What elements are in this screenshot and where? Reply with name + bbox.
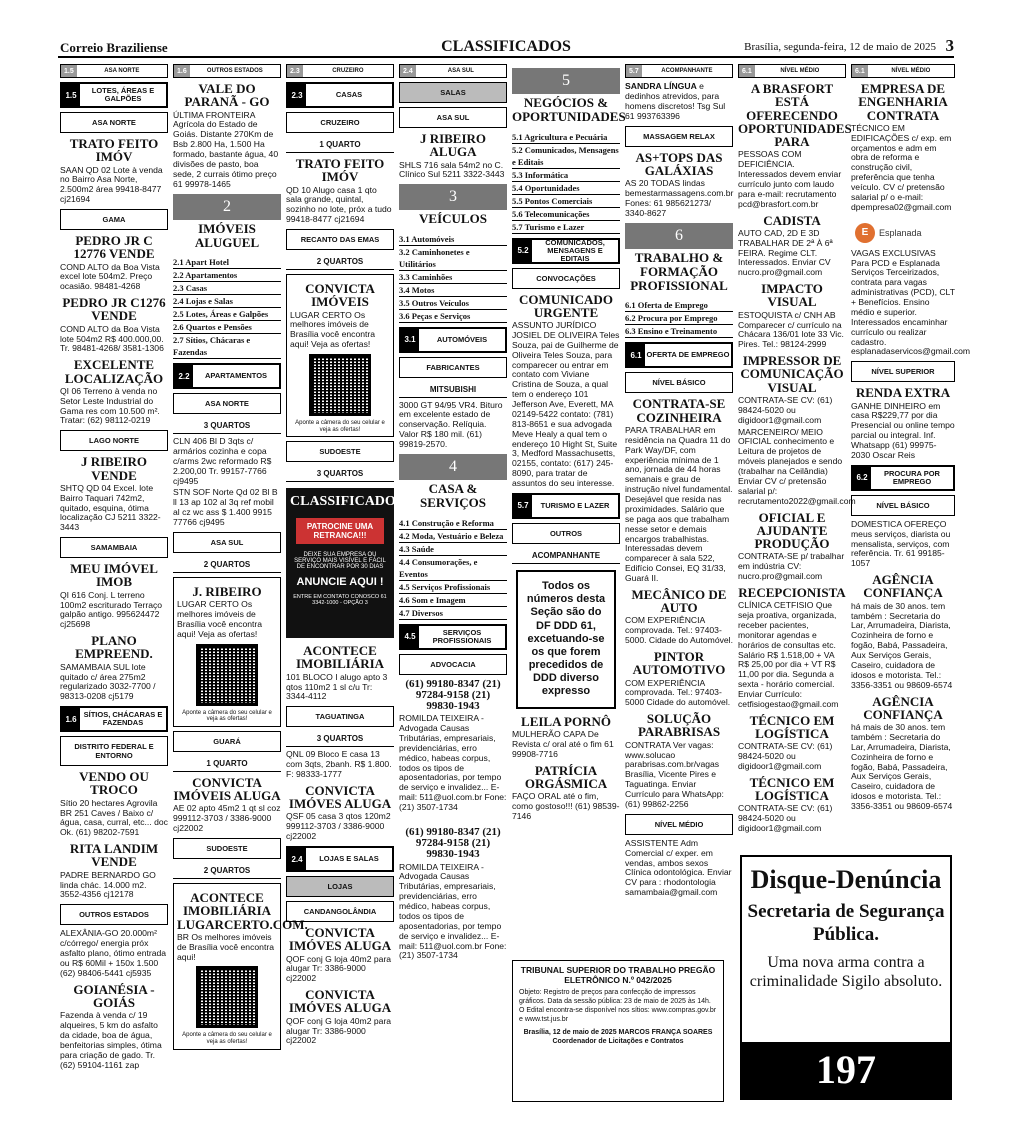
sub-samambaia: SAMAMBAIA xyxy=(60,537,168,558)
section-title: CLASSIFICADOS xyxy=(441,38,571,55)
ad-text: AS 20 TODAS lindas bemestarmassagens.com.br Fones: 61 985621273/ 3340-8627 xyxy=(625,178,734,218)
ad-text: SAAN QD 02 Lote à venda no Bairro Asa Norte, 2.500m2 área 99418-8477 cj21694 xyxy=(60,164,163,205)
ad-title: CONVICTA IMÓVES ALUGA xyxy=(288,782,392,812)
qr-ad[interactable] xyxy=(173,883,308,1050)
dd-sub: Secretaria de Segurança Pública. xyxy=(747,901,945,945)
sub-acompanhante: ACOMPANHANTE xyxy=(512,548,620,564)
sub-convocacoes: CONVOCAÇÕES xyxy=(512,268,620,289)
ad-title: RITA LANDIM VENDE xyxy=(69,841,159,870)
ad-title: GOIANÉSIA - GOIÁS xyxy=(73,981,155,1010)
ad-text: PADRE BERNARDO GO linda chác. 14.000 m2. 3552-4356 cj12178 xyxy=(60,869,156,900)
ad-text: CONTRATA Ver vagas: www.solucao parabrisas.com.br/vagas Brasília, Vicente Pires e Taguatinga. Enviar Currículo para WhatsApp: (61) 99862-2256 xyxy=(625,739,724,809)
tst-head: TRIBUNAL SUPERIOR DO TRABALHO PREGÃO ELETRÔNICO N.º 042/2025 xyxy=(520,965,716,986)
sub-asa-sul: ASA SUL xyxy=(173,532,281,553)
ad-text: SAMAMBAIA SUL lote quitado c/ área 275m2 regularizado 3032-7700 / 98313-0208 cj5179 xyxy=(60,661,156,702)
masthead xyxy=(58,36,954,58)
ad-text: ÚLTIMA FRONTEIRA Agrícola do Estado de Goiás. Distante 270Km de Bsb 2.800 Ha, 1.500 Ha formado, bastante água, 40 divisões de pasto, boa sede, 2 currais ótimo preço 61 99978-1465 xyxy=(173,109,279,189)
ad-title: PATRÍCIA ORGÁSMICA xyxy=(524,762,608,791)
sub-nivel-medio: NÍVEL MÉDIO xyxy=(625,814,733,835)
section-sitios: 1.6 SÍTIOS, CHÁCARAS E FAZENDAS xyxy=(60,706,168,732)
ad-text: 101 BLOCO I alugo apto 3 qtos 110m2 1 sl c/u Tr: 3344-4112 xyxy=(286,671,388,702)
section-number: 3 xyxy=(399,184,507,210)
ad-title: EXCELENTE LOCALIZAÇÃO xyxy=(64,357,164,386)
sub-outros-estados: OUTROS ESTADOS xyxy=(60,904,168,925)
sub-recanto: RECANTO DAS EMAS xyxy=(286,229,394,250)
index-item[interactable]: 2.2 Apartamentos xyxy=(173,269,281,282)
ad-text: PARA TRABALHAR em residência na Quadra 11 do Park Way/DF, com experiência mínima de 1 ano, jornada de 44 horas semanais e grau de instrução nível fundamental. Desejável que resida nas proximidades. Salário que se paga aos que trabalham nesse setor e demais encargos trabalhistas. Interessadas devem comparecer à sala 522, Edifício Consei, EQ 31/33, Guará II. xyxy=(625,424,733,584)
ad-text: Fazenda à venda c/ 19 alqueires, 5 km do asfalto da cidade, boa de água, benfeitorias simples, ótima para criação de gado. Tr. (62) 59104-1161 zap xyxy=(60,1010,162,1070)
sub-nivel-basico: NÍVEL BÁSICO xyxy=(851,495,955,516)
sub-rooms: 3 QUARTOS xyxy=(173,418,281,434)
sub-nivel-basico: NÍVEL BÁSICO xyxy=(625,372,733,393)
ad-title: TRATO FEITO IMÓV xyxy=(69,136,159,165)
index-item[interactable]: 3.2 Caminhonetes e Utilitários xyxy=(399,246,507,271)
ad-title: AGÊNCIA CONFIANÇA xyxy=(863,572,943,601)
ad-text: MARCENEIRO/ MEIO OFICIAL conhecimento e Leitura de projetos de móveis planejados e sendo (trabalhar na Ceilândia) Enviar CV c/ pretensão salarial p/: recrutamento2022@gmail.com xyxy=(738,426,856,506)
sub-rooms: 3 QUARTOS xyxy=(286,731,394,747)
ad-title: PLANO EMPREEND. xyxy=(75,633,153,662)
ad-text: QSF 05 casa 3 qtos 120m2 999112-3703 / 3386-9000 cj22002 xyxy=(286,811,391,842)
ad-text: ALEXÂNIA-GO 20.000m² c/córrego/ energia próx asfalto plano, ótimo entrada ou R$ 60Mil + 150x 1.500 (62) 98406-5441 cj5935 xyxy=(60,928,167,978)
index-item[interactable]: 4.4 Consumorações, e Eventos xyxy=(399,556,507,581)
index-item[interactable]: 3.5 Outros Veículos xyxy=(399,297,507,310)
section-heading: CASA & SERVIÇOS xyxy=(419,480,486,511)
ad-text: CLN 406 Bl D 3qts c/ armários cozinha e copa c/arms 2wc reformado R$ 2.200,00 Tr. 99157-7766 cj9495 xyxy=(173,436,272,486)
ad-title: CONVICTA IMÓVES ALUGA xyxy=(288,987,392,1016)
section-lojas-salas: 2.4 LOJAS E SALAS xyxy=(286,846,394,872)
index-item[interactable]: 5.2 Comunicados, Mensagens e Editais xyxy=(512,144,619,167)
sub-asa-norte: ASA NORTE xyxy=(173,393,281,414)
qr-code-icon xyxy=(196,644,258,706)
ad-text: CONTRATA-SE CV: (61) 98424-5020 ou digidoor1@gmail.com xyxy=(738,394,833,425)
col-header: 2.4 ASA SUL xyxy=(399,64,507,78)
ad-text: LUGAR CERTO Os melhores imóveis de Brasília você encontra aqui! Veja as ofertas! xyxy=(177,599,263,639)
index-item[interactable]: 6.3 Ensino e Treinamento xyxy=(625,325,733,338)
section-number: 6 xyxy=(625,223,733,249)
ad-text: PESSOAS COM DEFICIÊNCIA. Interessados devem enviar currículo junto com laudo para e-mail: recrutamento pcd@brasfort.com.br xyxy=(738,149,842,209)
ad-text: CONTRATA-SE p/ trabalhar em indústria CV: nucro.pro@gmail.com xyxy=(738,551,845,581)
ad-title: VALE DO PARANÃ - GO xyxy=(184,81,270,110)
ad-text: STN SOF Norte Qd 02 Bl B ll 13 ap 102 al 3q ref mobil al cz wc ass $ 1.400 9915 77766 cj9495 xyxy=(173,487,278,528)
column-2 xyxy=(173,64,308,1112)
section-number: 4 xyxy=(399,454,507,480)
column-1 xyxy=(60,64,168,1112)
index-item[interactable]: 5.4 Oportunidades xyxy=(512,182,620,195)
sub-guara: GUARÁ xyxy=(173,731,281,752)
index-item[interactable]: 4.1 Construção e Reforma xyxy=(399,517,507,530)
index-item[interactable]: 3.4 Motos xyxy=(399,284,507,297)
section-heading: NEGÓCIOS & OPORTUNIDADES xyxy=(512,95,626,125)
promo-contact: ENTRE EM CONTATO CONOSCO 61 3342-1000 - OPÇÃO 3 xyxy=(293,594,387,607)
ad-text: QI 616 Conj. L terreno 100m2 escriturado Terraço galpão antigo. 995624472 cj25698 xyxy=(60,589,163,630)
ad-title: PEDRO JR C 12776 VENDE xyxy=(73,233,155,262)
sub-asa-norte: ASA NORTE xyxy=(60,112,168,133)
section-heading: IMÓVEIS ALUGUEL xyxy=(194,220,260,250)
dd-head: Disque-Denúncia xyxy=(750,865,942,894)
col-header: 6.1 NÍVEL MÉDIO xyxy=(738,64,846,78)
column-3 xyxy=(286,64,404,1112)
ad-title: MECÂNICO DE AUTO xyxy=(631,586,727,616)
section-servicos: 4.5 SERVIÇOS PROFISSIONAIS xyxy=(399,624,507,650)
ad-title: (61) 99180-8347 (21) 97284-9158 (21) 99830-1943 xyxy=(405,825,501,861)
section-comunicados: 5.2 COMUNICADOS, MENSAGENS E EDITAIS xyxy=(512,238,620,264)
promo-cta: ANUNCIE AQUI ! xyxy=(296,576,384,589)
ad-text: GANHE DINHEIRO em casa R$229,77 por dia Presencial ou online tempo parcial ou integral. Inf. Whatsapp (61) 99975-2030 Oscar Reis xyxy=(851,400,955,460)
ad-text: ASSUNTO JURÍDICO JOSIEL DE OLIVEIRA Teles Souza, pai de Guilherme de Oliveira Teles Souza, para comparecer ou entrar em contato com Viviane Cristina de Souza, a qual tem o endereço 101 Jefferson Ave, Everett, MA 02149-5422 contato: (781) 813-8651 e sua advogada Meve Healy a qual tem o endereço 10 Hight St, Suite 3, Medford Massachusetts, 02155, contato: (617) 245-8090, para tratar de assuntos do seu interesse. xyxy=(512,320,620,489)
sub-rooms: 1 QUARTO xyxy=(173,756,281,772)
ad-text: 3000 GT 94/95 VR4. Bituro em excelente estado de conservação. Relíquia. Valor R$ 180 mil. (61) 99819-2570. xyxy=(399,399,503,450)
ad-title: A BRASFORT ESTÁ OFERECENDO OPORTUNIDADES PARA xyxy=(738,81,852,149)
ad-text: CONTRATA-SE CV: (61) 98424-5020 ou digidoor1@gmail.com xyxy=(738,803,833,834)
sub-nivel-superior: NÍVEL SUPERIOR xyxy=(851,361,955,382)
index-item[interactable]: 4.3 Saúde xyxy=(399,543,507,556)
ad-title: TÉCNICO EM LOGÍSTICA xyxy=(749,774,835,804)
sub-lago-norte: LAGO NORTE xyxy=(60,430,168,451)
index-item[interactable]: 6.1 Oferta de Emprego xyxy=(625,299,733,312)
index-item[interactable]: 2.6 Quartos e Pensões xyxy=(173,321,281,334)
ad-text: FAÇO ORAL até o fim, como gostoso!!! (61) 98539-7146 xyxy=(512,791,620,821)
promo-title: CLASSIFICADOS xyxy=(290,494,404,510)
dd-text: Uma nova arma contra a criminalidade Sigilo absoluto. xyxy=(749,953,943,990)
ad-title: OFICIAL E AJUDANTE PRODUÇÃO xyxy=(754,509,830,551)
logo-text: Esplanada xyxy=(879,227,922,238)
index-item[interactable]: 4.5 Serviços Profissionais xyxy=(399,581,507,594)
ad-text: BR Os melhores imóveis de Brasília você encontra aqui! xyxy=(177,931,274,962)
ad-text: COM EXPERIÊNCIA comprovada. Tel.: 97403-5000. Cidade do Automóvel. xyxy=(625,615,733,646)
ad-title: J. RIBEIRO xyxy=(192,583,262,599)
index-item[interactable]: 2.3 Casas xyxy=(173,282,281,295)
section-automoveis: 3.1 AUTOMÓVEIS xyxy=(399,327,507,353)
sub-df-entorno: DISTRITO FEDERAL E ENTORNO xyxy=(60,736,168,766)
ad-text: COND ALTO da Boa Vista lote 504m2 R$ 400.000,00. Tr. 98481-4268/ 3581-1306 xyxy=(60,323,164,354)
ad-title: COMUNICADO URGENTE xyxy=(519,291,613,320)
column-7 xyxy=(738,64,856,848)
sub-rooms: 2 QUARTOS xyxy=(286,254,394,270)
sub-advocacia: ADVOCACIA xyxy=(399,654,507,675)
ad-text: DOMESTICA OFEREÇO meus serviços, diarista ou mensalista, serviços, com referência. Tr. 61 99185-1057 xyxy=(851,518,951,569)
ad-text: SHLS 716 sala 54m2 no C. Clínico Sul 5211 3322-3443 xyxy=(399,159,505,180)
sub-sudoeste: SUDOESTE xyxy=(286,441,394,462)
section-turismo: 5.7 TURISMO E LAZER xyxy=(512,493,620,519)
sub-rooms: 1 QUARTO xyxy=(286,137,394,153)
ad-title: CONVICTA IMÓVEIS ALUGA xyxy=(173,774,281,804)
ad-text: SANDRA LÍNGUA e dedinhos atrevidos, para homens discretos! Tsg Sul 61 993763396 xyxy=(625,81,726,121)
index-item[interactable]: 3.1 Automóveis xyxy=(399,233,507,246)
esplanada-icon: E xyxy=(855,223,875,243)
ad-text: há mais de 30 anos. tem também : Secretaria do Lar, Arrumadeira, Diarista, Cozinheira de forno e fogão, Babá, Passadeira, Aux Serviços Gerais, Caseiro, cuidadora de idosos e motorista. Tel.: 3356-3351 ou 98609-6574 xyxy=(851,600,953,690)
ad-title: PEDRO JR C1276 VENDE xyxy=(62,295,166,324)
qr-code-icon xyxy=(309,354,371,416)
ad-text: ESTOQUISTA c/ CNH AB Comparecer c/ currículo na Chácara 136/01 lote 33 Vic. Pires. Tel.: 98124-2999 xyxy=(738,309,844,350)
section-lotes: 1.5 LOTES, ÁREAS E GALPÕES xyxy=(60,82,168,108)
ad-text: CONTRATA-SE CV: (61) 98424-5020 ou digidoor1@gmail.com xyxy=(738,741,833,771)
ad-title: TRATO FEITO IMÓV xyxy=(295,156,385,185)
ad-title: CONVICTA IMÓVES ALUGA xyxy=(288,925,392,954)
col-header: 1.5 ASA NORTE xyxy=(60,64,168,78)
qr-caption: Aponte a câmera do seu celular e veja as ofertas! xyxy=(182,1032,272,1045)
ad-title: IMPRESSOR DE COMUNICAÇÃO VISUAL xyxy=(740,353,844,395)
index-item[interactable]: 5.5 Pontos Comerciais xyxy=(512,195,620,208)
index-item[interactable]: 4.2 Moda, Vestuário e Beleza xyxy=(399,530,507,543)
sub-outros: OUTROS xyxy=(512,523,620,544)
ad-text: SHTQ QD 04 Excel. lote Bairro Taquari 742m2, quitado, esquina, ótima localização CJ 5211 3322-3443 xyxy=(60,482,161,533)
qr-caption: Aponte a câmera do seu celular e veja as ofertas! xyxy=(295,420,385,433)
ad-text: LUGAR CERTO Os melhores imóveis de Brasília você encontra aqui! Veja as ofertas! xyxy=(290,309,376,350)
qr-caption: Aponte a câmera do seu celular e veja as ofertas! xyxy=(182,709,272,723)
col-header: 5.7 ACOMPANHANTE xyxy=(625,64,733,78)
index-item[interactable]: 2.7 Sítios, Chácaras e Fazendas xyxy=(173,334,281,359)
index-item[interactable]: 5.1 Agricultura e Pecuária xyxy=(512,131,620,144)
esplanada-logo xyxy=(855,223,955,243)
ad-title: TÉCNICO EM LOGÍSTICA xyxy=(749,712,835,741)
ad-text: Sítio 20 hectares Agrovila BR 251 Caves / Baixo c/água, casa, curral, etc... doc Ok. (61) 98202-7591 xyxy=(60,797,168,838)
qr-ad[interactable] xyxy=(173,577,281,727)
column-8 xyxy=(851,64,971,848)
dd-number: 197 xyxy=(742,1042,950,1098)
ad-title: PINTOR AUTOMOTIVO xyxy=(632,649,726,678)
ad-title: SOLUÇÃO PARABRISAS xyxy=(637,711,721,740)
ad-text: VAGAS EXCLUSIVAS Para PCD e Esplanada Serviços Terceirizados, contrata para vagas administrativas (PCD), CLT + Benefícios. Ensino médio e superior. Interessados encaminhar currículo ou realizar cadastro. esplanadaservicos@gmail.com xyxy=(851,247,971,357)
ad-title: CONTRATA-SE COZINHEIRA xyxy=(632,396,726,425)
sub-lojas: LOJAS xyxy=(286,876,394,897)
sub-salas: SALAS xyxy=(399,82,507,103)
ad-text: QI 06 Terreno à venda no Setor Leste Industrial do Gama res com 10.500 m². Tratar: (62) 98112-0219 xyxy=(60,385,160,426)
section-procura: 6.2 PROCURA POR EMPREGO xyxy=(851,465,955,491)
ad-title: RENDA EXTRA xyxy=(855,385,951,401)
sub-fabricantes: FABRICANTES xyxy=(399,357,507,378)
section-heading: TRABALHO & FORMAÇÃO PROFISSIONAL xyxy=(630,249,728,294)
page-number: 3 xyxy=(945,36,954,55)
index-item[interactable]: 3.6 Peças e Serviços xyxy=(399,310,507,323)
ad-title: AGÊNCIA CONFIANÇA xyxy=(863,693,943,722)
section-casas: 2.3 CASAS xyxy=(286,82,394,108)
ad-title: LEILA PORNÔ xyxy=(521,713,611,729)
index-item[interactable]: 6.2 Procura por Emprego xyxy=(625,312,733,325)
sub-massagem: MASSAGEM RELAX xyxy=(625,126,733,147)
ad-text: AUTO CAD, 2D E 3D TRABALHAR DE 2ª À 6ª FEIRA. Regime CLT. Interessados. Enviar CV nucro.pro@gmail.com xyxy=(738,227,833,278)
ad-text: ROMILDA TEIXEIRA - Advogada Causas Tributárias, empresariais, previdenciárias, erro médico, habeas corpus, todos os tipos de aposentadorias, por tempo de serviço e invalidez... E-mail: 511@uol.com.br Fone: (21) 3507-1734 xyxy=(399,713,507,813)
column-4 xyxy=(399,64,507,1112)
index-item[interactable]: 2.1 Apart Hotel xyxy=(173,256,281,269)
ad-text: QOF conj G loja 40m2 para alugar Tr: 3386-9000 cj22002 xyxy=(286,953,392,984)
col-header: 6.1 NÍVEL MÉDIO xyxy=(851,64,955,78)
date-line: Brasília, segunda-feira, 12 de maio de 2025 xyxy=(744,41,936,53)
ad-title: ACONTECE IMOBILIÁRIA xyxy=(295,643,385,672)
qr-ad[interactable] xyxy=(286,274,394,437)
section-number: 2 xyxy=(173,194,281,220)
section-apartamentos: 2.2 APARTAMENTOS xyxy=(173,363,281,389)
ad-title: J RIBEIRO VENDE xyxy=(80,454,148,483)
promo-desc: DEIXE SUA EMPRESA OU SERVIÇO MAIS VISÍVEL E FÁCIL DE ENCONTRAR POR 30 DIAS xyxy=(294,552,386,571)
ad-text: há mais de 30 anos. tem também : Secretaria do Lar, Arrumadeira, Diarista, Cozinheira de forno e fogão, Babá, Passadeira, Aux Serviços Gerais, Caseiro, cuidadora de idosos e motorista. Tel.: 3356-3351 ou 98609-6574 xyxy=(851,722,953,811)
ad-title: AS+TOPS DAS GALÁXIAS xyxy=(635,149,723,178)
promo-banner[interactable] xyxy=(286,488,404,638)
col-header: 1.6 OUTROS ESTADOS xyxy=(173,64,281,78)
disque-denuncia-ad xyxy=(740,855,952,1100)
index-item[interactable]: 2.4 Lojas e Salas xyxy=(173,295,281,308)
index-item[interactable]: 2.5 Lotes, Áreas e Galpões xyxy=(173,308,281,321)
ad-title: CONVICTA IMÓVEIS xyxy=(305,281,375,310)
newspaper-name: Correio Braziliense xyxy=(60,40,168,55)
ad-text: QNL 09 Bloco E casa 13 com 3qts, 2banh. R$ 1.800. F: 98333-1777 xyxy=(286,749,392,780)
ad-title: EMPRESA DE ENGENHARIA CONTRATA xyxy=(858,81,948,123)
ad-text: AE 02 apto 45m2 1 qt sl coz 999112-3703 / 3386-9000 cj22002 xyxy=(173,803,281,834)
ad-text: CLÍNICA CETFISIO Que seja proativa, organizada, receber pacientes, monitorar agendas e horários de consultas etc. Salário R$ 1.518,00 + VA R$ 25,00 por dia + VT R$ 11,00 por dia. Segunda a sexta - horário comercial. Enviar Currículo: cetfisiogestao@gmail.com xyxy=(738,600,839,709)
sub-sudoeste: SUDOESTE xyxy=(173,838,281,859)
ddd-notice xyxy=(516,570,616,709)
sub-gama: GAMA xyxy=(60,209,168,230)
ddd-line-1: Todos os números desta Seção são do DF DDD 61, xyxy=(526,579,606,632)
ad-title: RECEPCIONISTA xyxy=(738,584,846,600)
qr-code-icon xyxy=(196,966,258,1028)
sub-taguatinga: TAGUATINGA xyxy=(286,706,394,727)
index-item[interactable]: 5.6 Telecomunicações xyxy=(512,208,620,221)
sub-rooms: 2 QUARTOS xyxy=(173,863,281,879)
section-heading: VEÍCULOS xyxy=(419,211,487,227)
section-number: 5 xyxy=(512,68,620,94)
ad-title: J RIBEIRO ALUGA xyxy=(419,131,487,160)
ad-title: IMPACTO VISUAL xyxy=(761,281,823,310)
ad-title: MEU IMÓVEL IMOB xyxy=(70,561,158,590)
col-header: 2.3 CRUZEIRO xyxy=(286,64,394,78)
ad-text: ASSISTENTE Adm Comercial c/ exper. em vendas, ambos sexos Clínica odontológica. Enviar CV para : rhodontologia samambaia@gmail.com xyxy=(625,837,732,898)
sub-candangolandia: CANDANGOLÂNDIA xyxy=(286,901,394,922)
promo-tag: PATROCINE UMA RETRANCA!!! xyxy=(296,518,384,544)
column-6 xyxy=(625,64,733,952)
index-item[interactable]: 4.6 Som e Imagem xyxy=(399,594,507,607)
ad-text: COM EXPERIÊNCIA comprovada. Tel.: 97403-5000 Cidade do automóvel. xyxy=(625,677,731,708)
index-item[interactable]: 5.7 Turismo e Lazer xyxy=(512,221,620,234)
ad-text: COND ALTO da Boa Vista excel lote 504m2. Preço ocasião. 98481-4268 xyxy=(60,261,160,292)
section-oferta: 6.1 OFERTA DE EMPREGO xyxy=(625,342,733,368)
ad-text: ROMILDA TEIXEIRA - Advogada Causas Tributárias, empresariais, previdenciárias, erro médico, habeas corpus, todos os tipos de aposentadorias, por tempo de serviço e invalidez... E-mail: 511@uol.com.br Fone: (21) 3507-1734 xyxy=(399,861,507,961)
index-item[interactable]: 3.3 Caminhões xyxy=(399,271,507,284)
ad-text: QOF conj G loja 40m2 para alugar Tr: 3386-9000 cj22002 xyxy=(286,1015,392,1046)
column-5 xyxy=(512,64,626,952)
ad-text: MULHERÃO CAPA De Revista c/ oral até o fim 61 99908-7716 xyxy=(512,728,614,759)
ad-text: TÉCNICO EM EDIFICAÇÕES c/ exp. em orçamentos e adm em obra de reforma e construção civil, preferência que tenha veículo. CV c/ pretensão salarial p/ o e-mail: dpempresa02@gmail.com xyxy=(851,122,952,212)
index-item[interactable]: 5.3 Informática xyxy=(512,169,620,182)
sub-asa-sul: ASA SUL xyxy=(399,107,507,128)
ad-title: CADISTA xyxy=(763,212,821,228)
ad-title: VENDO OU TROCO xyxy=(79,769,149,798)
sub-cruzeiro: CRUZEIRO xyxy=(286,112,394,133)
sub-rooms: 2 QUARTOS xyxy=(173,557,281,573)
ad-title: (61) 99180-8347 (21) 97284-9158 (21) 99830-1943 xyxy=(405,677,501,712)
tst-body: Objeto: Registro de preços para confecção de impressos gráficos. Data da sessão pública: 23 de maio de 2025 às 14h. O Edital encontra-se disponível nos sítios: www.compras.gov.br e www.tst.jus.br xyxy=(519,989,717,1023)
ddd-line-2: excetuando-se os que forem precedidos de DDD diverso expresso xyxy=(527,632,605,698)
ad-text: QD 10 Alugo casa 1 qto sala grande, quintal, sozinho no lote, próx a tudo 99418-8477 cj21694 xyxy=(286,184,392,225)
sub-brand: MITSUBISHI xyxy=(399,382,507,398)
tst-foot: Brasília, 12 de maio de 2025 MARCOS FRANÇA SOARES Coordenador de Licitações e Contratos xyxy=(523,1029,713,1045)
index-item[interactable]: 4.7 Diversos xyxy=(399,607,507,620)
ad-title: ACONTECE IMOBILIÁRIA LUGARCERTO.COM. xyxy=(177,890,308,932)
tst-notice xyxy=(512,960,724,1102)
sub-rooms: 3 QUARTOS xyxy=(286,466,394,482)
